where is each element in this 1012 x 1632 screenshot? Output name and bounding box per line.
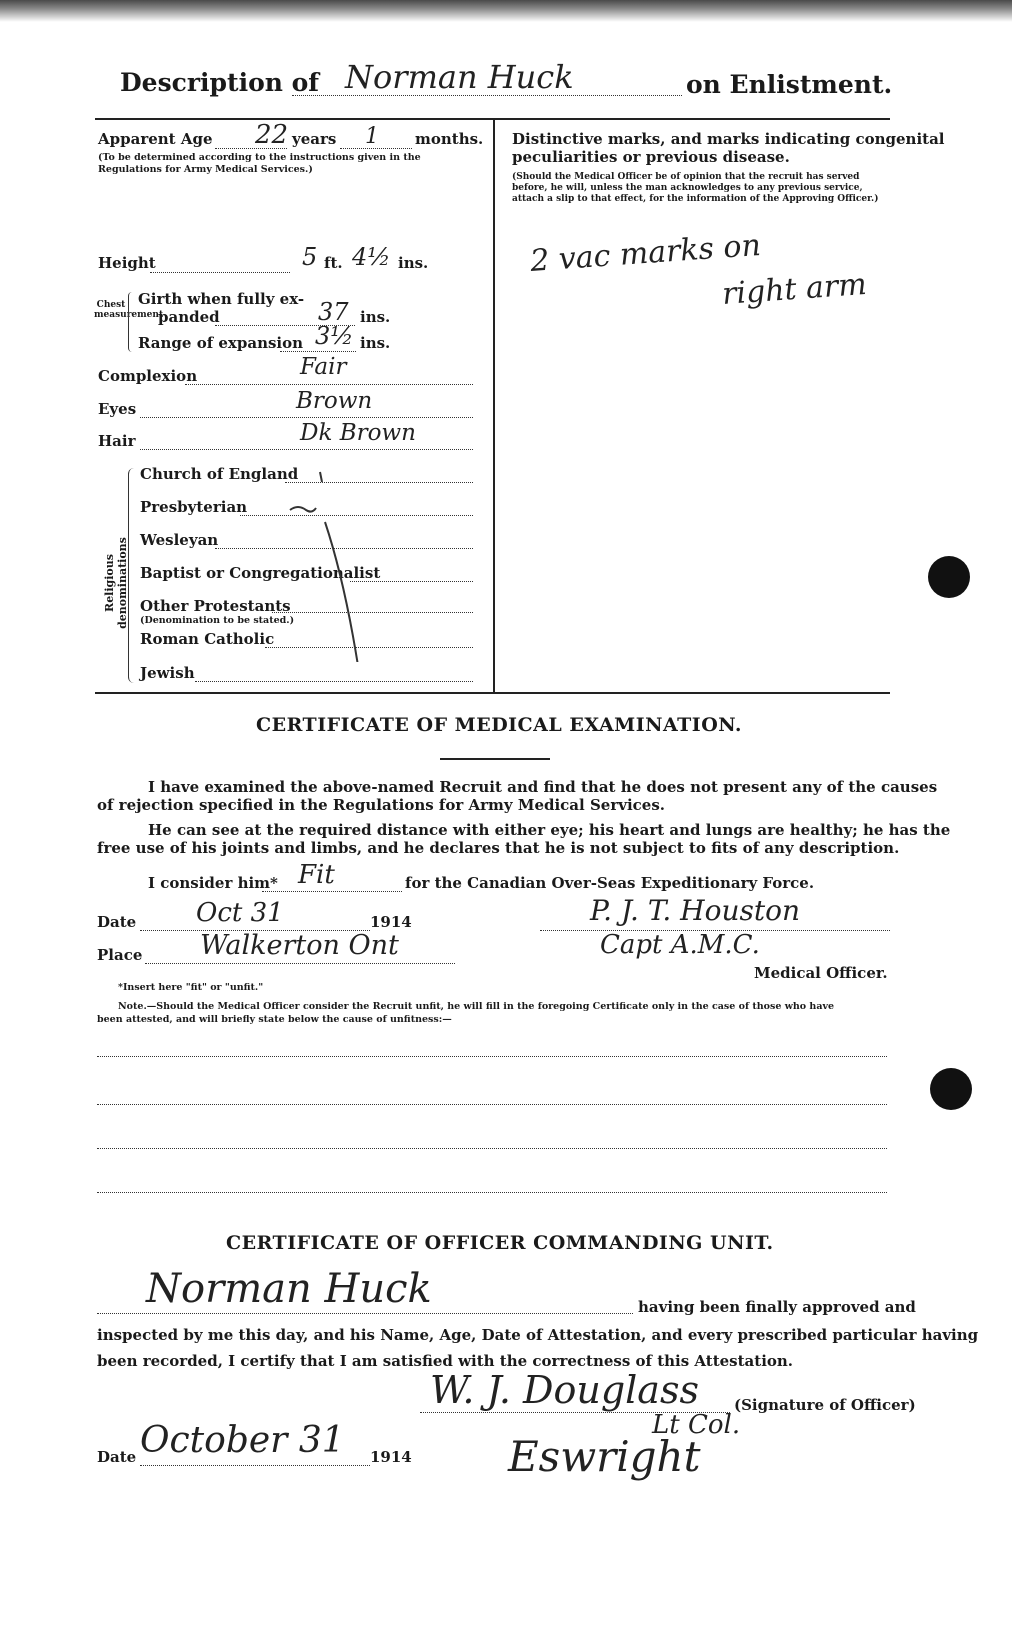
place-label: Place bbox=[97, 946, 143, 964]
commanding-name-line bbox=[97, 1313, 633, 1314]
medical-para2-line2: free use of his joints and limbs, and he declares that he is not subject to fits of any description. bbox=[97, 839, 900, 857]
medical-officer-signature: P. J. T. Houston bbox=[590, 894, 800, 927]
fitness-line bbox=[262, 891, 402, 892]
commanding-line1-suffix: having been finally approved and bbox=[638, 1298, 916, 1316]
header-prefix: Description of bbox=[120, 68, 320, 97]
medical-date-value: Oct 31 bbox=[196, 898, 284, 928]
girth-unit: ins. bbox=[360, 308, 391, 326]
height-ins-value: 4½ bbox=[352, 243, 391, 271]
religion-baptist: Baptist or Congregationalist bbox=[140, 564, 381, 582]
denomination-note: (Denomination to be stated.) bbox=[140, 615, 295, 626]
column-divider bbox=[493, 120, 495, 692]
medical-officer-rank: Capt A.M.C. bbox=[600, 930, 760, 960]
distinctive-marks-line-2: right arm bbox=[720, 266, 868, 313]
extra-signature: Eswright bbox=[508, 1432, 701, 1481]
consider-prefix: I consider him* bbox=[148, 874, 278, 892]
fitness-value: Fit bbox=[298, 860, 335, 890]
religion-presbyterian: Presbyterian bbox=[140, 498, 248, 516]
girth-label-1: Girth when fully ex- bbox=[138, 290, 305, 308]
religion-jewish: Jewish bbox=[140, 664, 195, 682]
range-value: 3½ bbox=[315, 322, 354, 350]
unfitness-line-1 bbox=[97, 1056, 887, 1057]
commanding-line3: been recorded, I certify that I am satisfied with the correctness of this Attestation. bbox=[97, 1352, 794, 1370]
eyes-value: Brown bbox=[296, 388, 373, 414]
header-suffix: on Enlistment. bbox=[686, 70, 893, 99]
distinctive-marks-line-1: 2 vac marks on bbox=[529, 227, 762, 280]
eyes-label: Eyes bbox=[98, 400, 137, 418]
medical-year-value: 1914 bbox=[370, 913, 412, 931]
height-ins-label: ins. bbox=[398, 254, 429, 272]
religion-church-of-england: Church of England bbox=[140, 465, 299, 483]
complexion-line bbox=[185, 384, 473, 385]
place-line bbox=[145, 963, 455, 964]
hair-label: Hair bbox=[98, 432, 136, 450]
months-label: months. bbox=[415, 130, 484, 148]
commanding-date-label: Date bbox=[97, 1448, 137, 1466]
complexion-label: Complexion bbox=[98, 367, 198, 385]
commanding-line2: inspected by me this day, and his Name, Age, Date of Attestation, and every prescribed particular having bbox=[97, 1326, 979, 1344]
commanding-date-line bbox=[140, 1465, 370, 1466]
commanding-name-value: Norman Huck bbox=[146, 1266, 432, 1312]
height-line bbox=[150, 272, 290, 273]
religion-line-7 bbox=[195, 681, 473, 682]
marks-note: (Should the Medical Officer be of opinion that the recruit has served before, he will, unless the man acknowledges to any previous service, attach a slip to that effect, for the information of the Approving Officer.) bbox=[512, 172, 879, 204]
apparent-age-label: Apparent Age bbox=[98, 130, 213, 148]
scan-top-edge bbox=[0, 0, 1012, 22]
age-note: (To be determined according to the instructions given in the Regulations for Army Medical Services.) bbox=[98, 152, 421, 175]
range-line bbox=[280, 351, 356, 352]
commanding-certificate-title: CERTIFICATE OF OFFICER COMMANDING UNIT. bbox=[226, 1232, 774, 1254]
religion-pen-strokes bbox=[270, 462, 380, 662]
recruit-name-handwritten: Norman Huck bbox=[345, 58, 574, 96]
religion-other-protestants: Other Protestants bbox=[140, 597, 291, 615]
unfitness-line-2 bbox=[97, 1104, 887, 1105]
medical-title-rule bbox=[440, 758, 550, 760]
hair-line bbox=[140, 449, 473, 450]
note-line-2: been attested, and will briefly state below the cause of unfitness:— bbox=[97, 1014, 452, 1025]
note-line-1: Note.—Should the Medical Officer consider the Recruit unfit, he will fill in the foregoing Certificate only in the case of those who have bbox=[118, 1001, 835, 1012]
medical-officer-title: Medical Officer. bbox=[754, 964, 888, 982]
girth-value: 37 bbox=[318, 298, 349, 326]
marks-heading-2: peculiarities or previous disease. bbox=[512, 148, 790, 166]
punch-hole-upper bbox=[928, 556, 970, 598]
place-value: Walkerton Ont bbox=[200, 930, 399, 961]
religion-roman-catholic: Roman Catholic bbox=[140, 630, 275, 648]
height-label: Height bbox=[98, 254, 156, 272]
height-ft-value: 5 bbox=[302, 243, 318, 271]
girth-label-2: panded bbox=[158, 308, 220, 326]
signature-label: (Signature of Officer) bbox=[734, 1396, 916, 1414]
religion-group-label: Religious denominations bbox=[103, 537, 129, 629]
unfitness-line-3 bbox=[97, 1148, 887, 1149]
age-months-value: 1 bbox=[365, 124, 379, 149]
chest-brace bbox=[128, 292, 135, 352]
punch-hole-lower bbox=[930, 1068, 972, 1110]
bottom-rule bbox=[95, 692, 890, 694]
complexion-value: Fair bbox=[300, 354, 347, 380]
medical-para1-line2: of rejection specified in the Regulations for Army Medical Services. bbox=[97, 796, 665, 814]
commanding-officer-rank: Lt Col. bbox=[652, 1410, 741, 1440]
unfitness-line-4 bbox=[97, 1192, 887, 1193]
range-unit: ins. bbox=[360, 334, 391, 352]
ft-label: ft. bbox=[324, 254, 343, 272]
years-label: years bbox=[292, 130, 337, 148]
medical-date-label: Date bbox=[97, 913, 137, 931]
insert-note: *Insert here "fit" or "unfit." bbox=[118, 982, 264, 993]
commanding-officer-signature: W. J. Douglass bbox=[430, 1368, 699, 1412]
religion-brace bbox=[128, 468, 137, 683]
medical-para1-line1: I have examined the above-named Recruit and find that he does not present any of the causes bbox=[148, 778, 938, 796]
chest-group-label: Chest measurement bbox=[94, 300, 164, 320]
consider-suffix: for the Canadian Over-Seas Expeditionary Force. bbox=[405, 874, 815, 892]
commanding-year-value: 1914 bbox=[370, 1448, 412, 1466]
eyes-line bbox=[140, 417, 473, 418]
hair-value: Dk Brown bbox=[300, 420, 416, 446]
medical-para2-line1: He can see at the required distance with either eye; his heart and lungs are healthy; he has the bbox=[148, 821, 951, 839]
religion-wesleyan: Wesleyan bbox=[140, 531, 219, 549]
range-label: Range of expansion bbox=[138, 334, 304, 352]
age-years-value: 22 bbox=[255, 120, 289, 150]
medical-certificate-title: CERTIFICATE OF MEDICAL EXAMINATION. bbox=[256, 714, 743, 736]
marks-heading-1: Distinctive marks, and marks indicating congenital bbox=[512, 130, 945, 148]
commanding-date-value: October 31 bbox=[140, 1420, 345, 1461]
